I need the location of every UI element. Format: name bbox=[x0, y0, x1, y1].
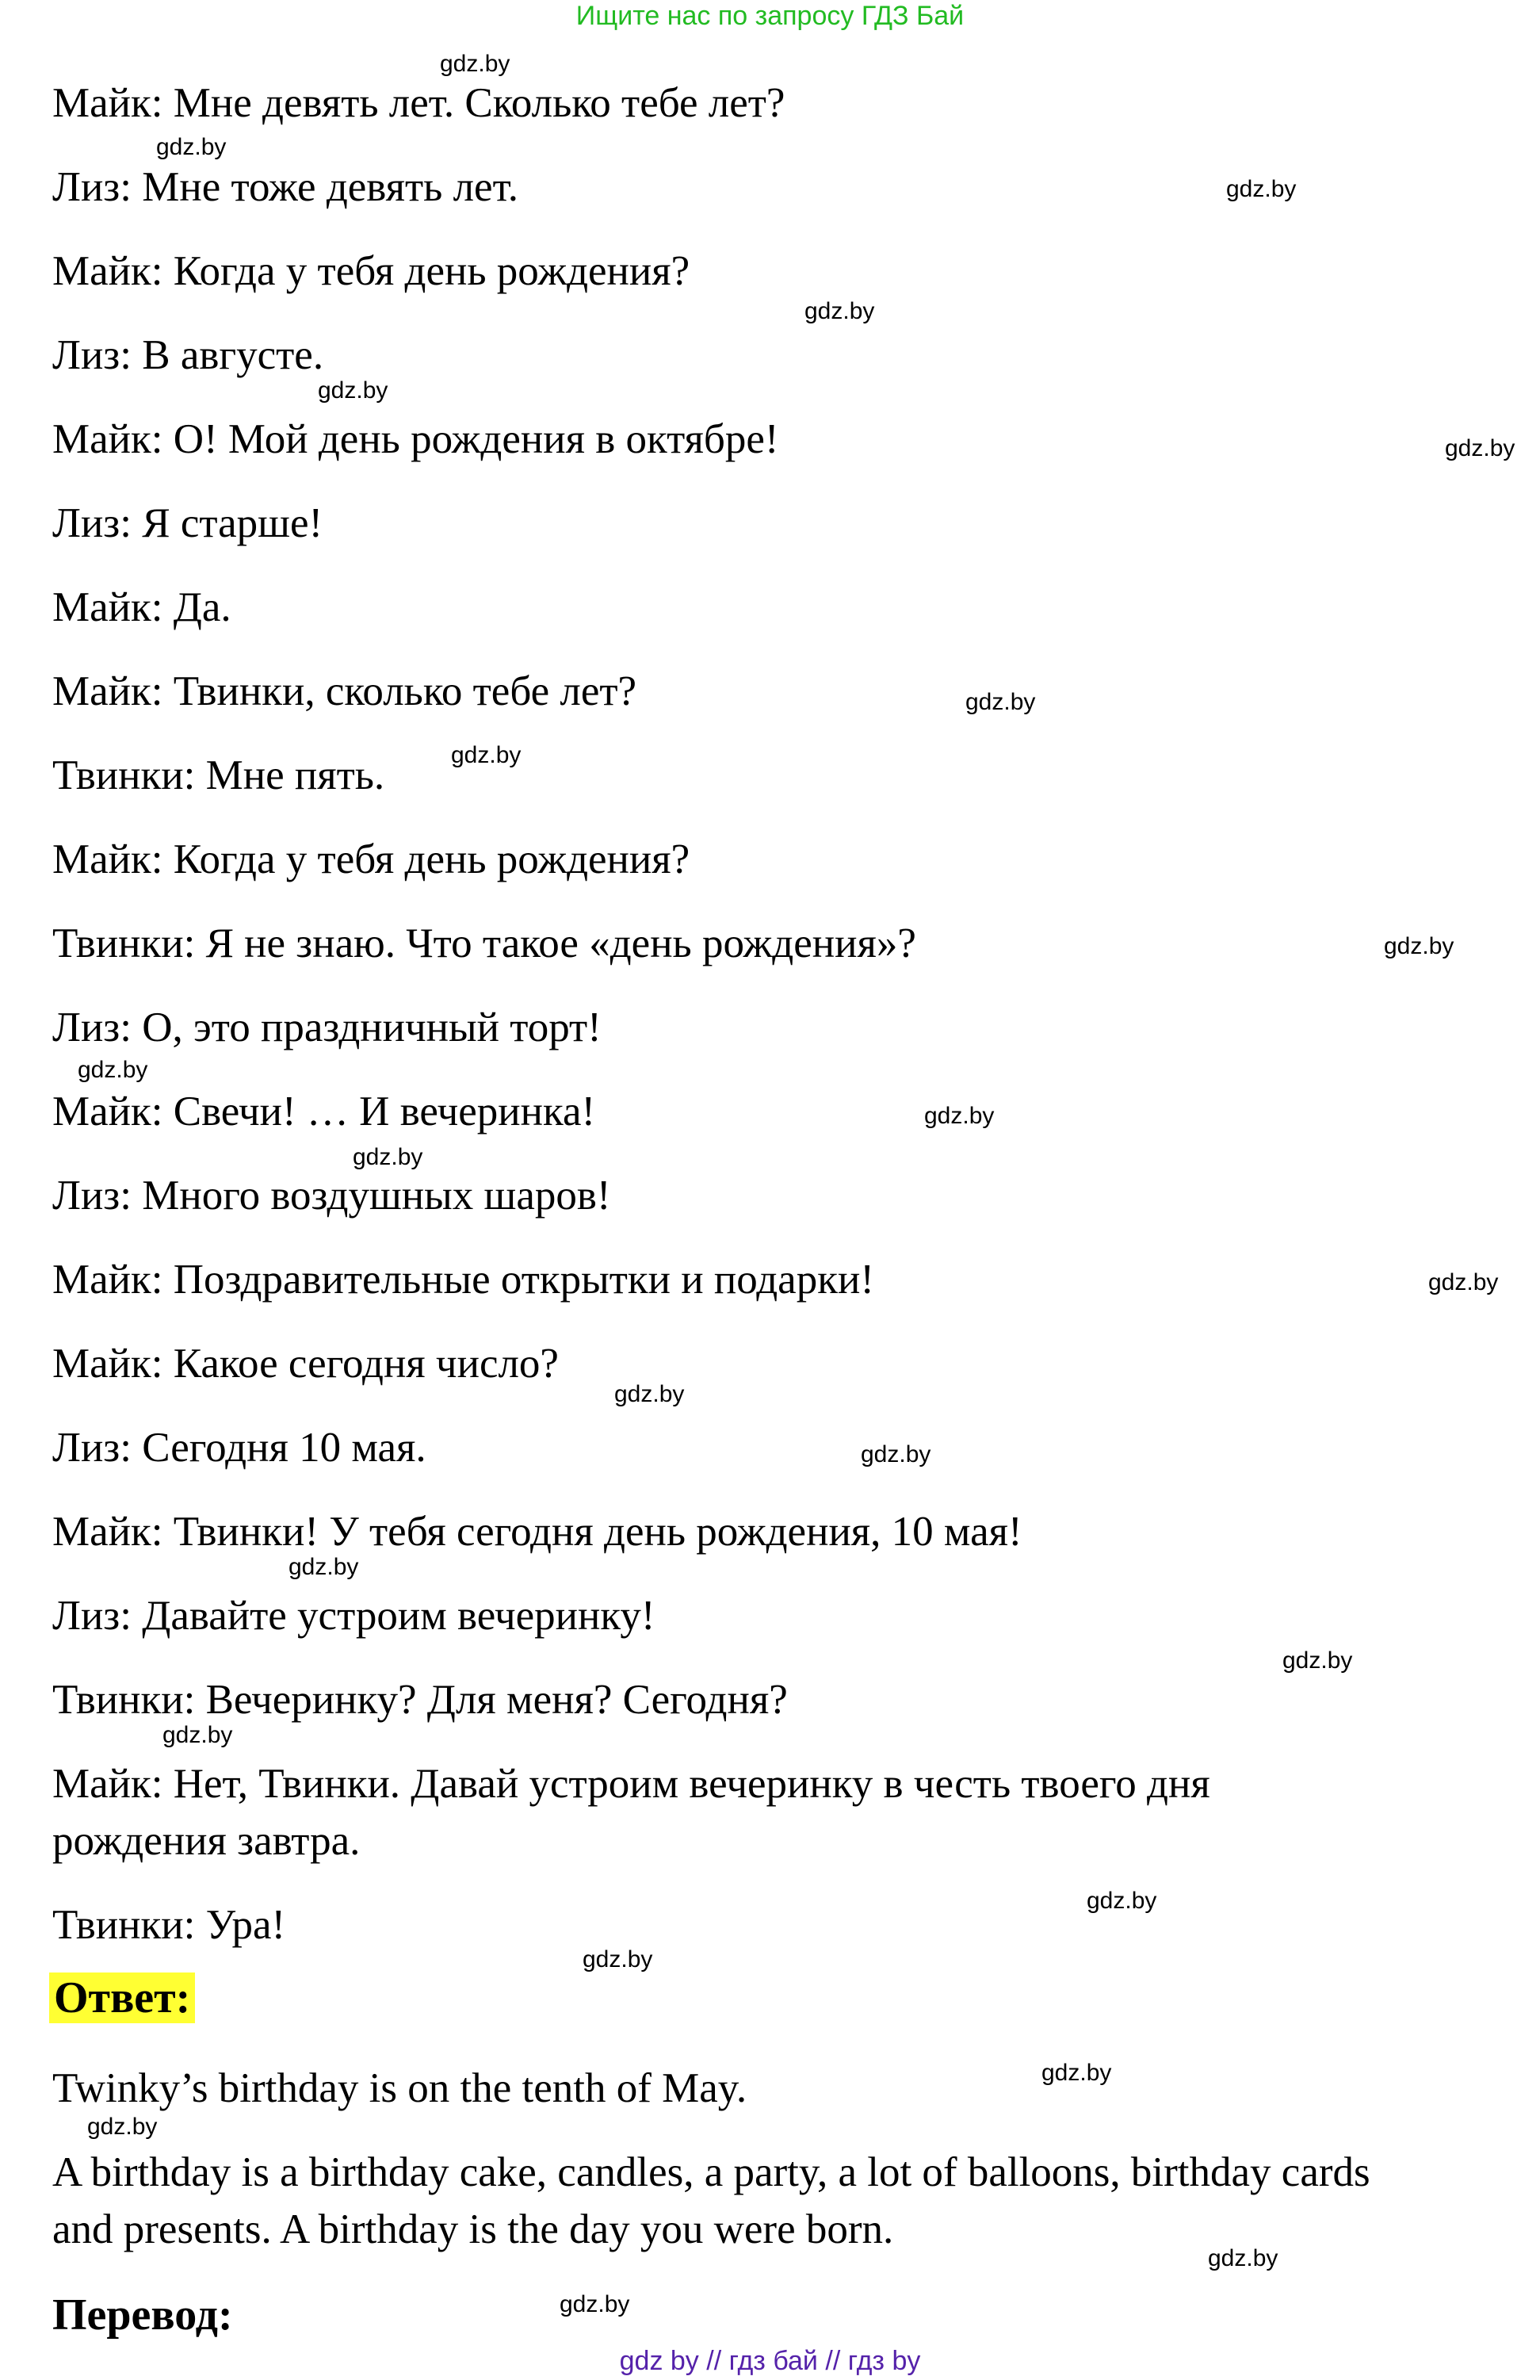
dialogue-line: Майк: Твинки! У тебя сегодня день рождения, 10 мая! bbox=[52, 1509, 1022, 1555]
watermark: gdz.by bbox=[156, 134, 227, 160]
translation-label: Перевод: bbox=[52, 2290, 233, 2340]
dialogue-line: Лиз: Я старше! bbox=[52, 500, 323, 546]
watermark: gdz.by bbox=[560, 2291, 630, 2317]
dialogue-line: Майк: Свечи! … И вечеринка! bbox=[52, 1089, 596, 1135]
watermark: gdz.by bbox=[162, 1722, 233, 1748]
dialogue-line: Лиз: В августе. bbox=[52, 332, 324, 378]
dialogue-line: Лиз: Много воздушных шаров! bbox=[52, 1173, 611, 1219]
dialogue-line: Твинки: Мне пять. bbox=[52, 752, 385, 798]
watermark: gdz.by bbox=[1208, 2245, 1278, 2271]
dialogue-line: Майк: Мне девять лет. Сколько тебе лет? bbox=[52, 80, 785, 126]
dialogue-line: Твинки: Вечеринку? Для меня? Сегодня? bbox=[52, 1677, 788, 1723]
watermark: gdz.by bbox=[583, 1946, 653, 1972]
watermark: gdz.by bbox=[1384, 933, 1454, 959]
watermark: gdz.by bbox=[1282, 1647, 1353, 1674]
dialogue-line: Майк: О! Мой день рождения в октябре! bbox=[52, 416, 779, 462]
watermark: gdz.by bbox=[353, 1144, 423, 1170]
watermark: gdz.by bbox=[78, 1057, 148, 1083]
watermark: gdz.by bbox=[965, 689, 1036, 715]
answer-line: A birthday is a birthday cake, candles, a party, a lot of balloons, birthday cards bbox=[52, 2149, 1370, 2195]
dialogue-line: Майк: Поздравительные открытки и подарки! bbox=[52, 1257, 874, 1303]
dialogue-line: Лиз: О, это праздничный торт! bbox=[52, 1004, 602, 1050]
dialogue-line: Майк: Твинки, сколько тебе лет? bbox=[52, 668, 637, 714]
watermark: gdz.by bbox=[1428, 1269, 1499, 1295]
watermark: gdz.by bbox=[451, 742, 522, 768]
answer-line: and presents. A birthday is the day you were born. bbox=[52, 2206, 894, 2252]
watermark: gdz.by bbox=[1041, 2060, 1112, 2086]
dialogue-line: Лиз: Сегодня 10 мая. bbox=[52, 1425, 426, 1471]
dialogue-line: Лиз: Мне тоже девять лет. bbox=[52, 164, 518, 210]
watermark: gdz.by bbox=[1226, 176, 1297, 202]
watermark: gdz.by bbox=[289, 1554, 359, 1580]
watermark: gdz.by bbox=[87, 2114, 158, 2140]
answer-label: Ответ: bbox=[49, 1972, 195, 2023]
dialogue-line: Твинки: Я не знаю. Что такое «день рождения»? bbox=[52, 920, 916, 966]
watermark: gdz.by bbox=[318, 377, 388, 404]
dialogue-line: Майк: Когда у тебя день рождения? bbox=[52, 248, 690, 294]
watermark: gdz.by bbox=[1445, 435, 1515, 461]
watermark: gdz.by bbox=[804, 298, 875, 324]
dialogue-line: Майк: Да. bbox=[52, 584, 231, 630]
dialogue-line: Твинки: Ура! bbox=[52, 1902, 286, 1948]
dialogue-line: Майк: Когда у тебя день рождения? bbox=[52, 836, 690, 882]
watermark: gdz.by bbox=[1087, 1888, 1157, 1914]
dialogue-line: Майк: Какое сегодня число? bbox=[52, 1341, 559, 1387]
watermark: gdz.by bbox=[861, 1441, 931, 1467]
dialogue-line: Майк: Нет, Твинки. Давай устроим вечеринку в честь твоего дня bbox=[52, 1761, 1210, 1807]
dialogue-line: Лиз: Давайте устроим вечеринку! bbox=[52, 1593, 655, 1639]
watermark: gdz.by bbox=[924, 1103, 995, 1129]
dialogue-line: рождения завтра. bbox=[52, 1818, 361, 1864]
watermark: gdz.by bbox=[440, 51, 510, 77]
header-banner: Ищите нас по запросу ГДЗ Бай bbox=[575, 1, 965, 31]
watermark: gdz.by bbox=[614, 1381, 685, 1407]
answer-line: Twinky’s birthday is on the tenth of May. bbox=[52, 2065, 747, 2111]
footer-banner: gdz by // гдз бай // гдз by bbox=[619, 2346, 921, 2376]
